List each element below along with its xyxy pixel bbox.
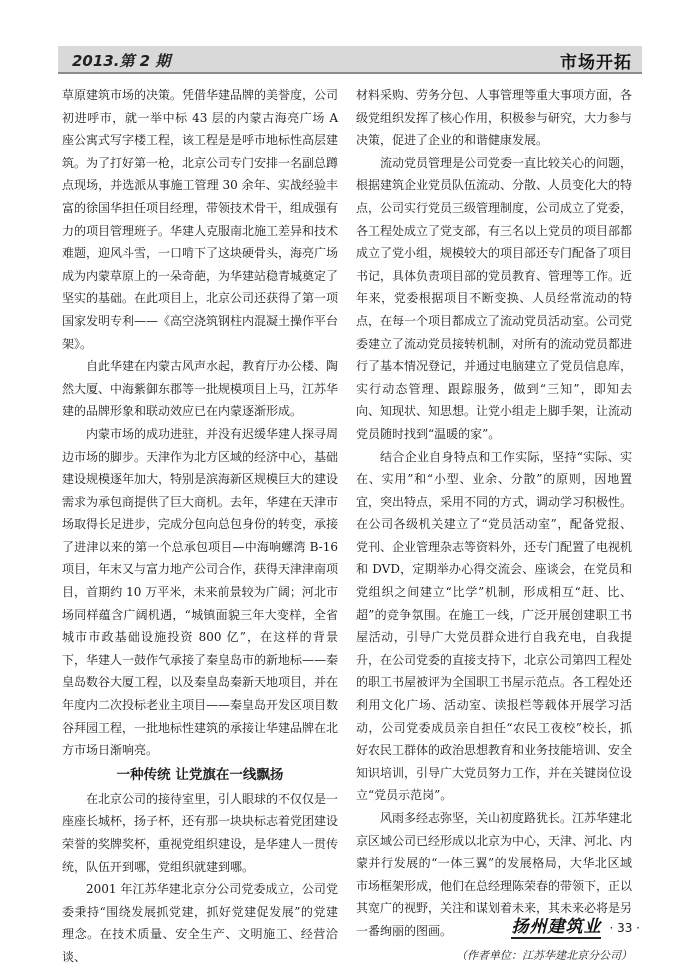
paragraph: 在北京公司的接待室里，引人眼球的不仅仅是一座座长城杯，扬子杯，还有那一块块标志着党团建设荣誉的奖牌奖杯，重视党组织建设，是华建人一贯传统，队伍开到哪，党组织就建到哪。: [62, 791, 339, 874]
paragraph: 草原建筑市场的决策。凭借华建品牌的美誉度，公司初进呼市，就一举中标 43 层的内蒙古海亮广场 A 座公寓式写字楼工程，该工程是是呼市地标性高层建筑。为了打好第一枪，北京公司专门安排一名副总蹲点现场，并选派从事施工管理 30 余年、实战经验丰富的徐国华担任项目经理，带领技术骨干，组成强有力的项目管理班子。华建人克服南北施工差异和技术难题，迎风斗雪，一口啃下了这块硬骨头，海亮广场成为内蒙草原上的一朵奇葩，为华建站稳青城奠定了坚实的基础。在此项目上，北京公司还获得了第一项国家发明专利——《高空浇筑钢柱内混凝土操作平台架》。: [62, 88, 339, 351]
issue-label: 2013.第 2 期: [72, 52, 171, 70]
page-header: [58, 46, 642, 74]
paragraph: 结合企业自身特点和工作实际，坚持“实际、实在、实用”和“小型、业余、分散”的原则，因地置宜，突出特点，采用不同的方式，调动学习积极性。在公司各级机关建立了“党员活动室”，配备党报、党刊、企业管理杂志等资料外，还专门配置了电视机和 DVD，定期举办心得交流会、座谈会，在党员和党组织之间建立“比学”机制，形成相互“赶、比、超”的竞争氛围。在施工一线，广泛开展创建职工书屋活动，引导广大党员群众进行自我充电，自我提升，在公司党委的直接支持下，北京公司第四工程处的职工书屋被评为全国职工书屋示范点。各工程处还利用文化广场、活动室、读报栏等载体开展学习活动，公司党委成员亲自担任“农民工夜校”校长，抓好农民工群体的政治思想教育和业务技能培训、安全知识培训，引导广大党员努力工作，并在关键岗位设立“党员示范岗”。: [356, 449, 633, 803]
magazine-logo: 扬州建筑业: [511, 917, 602, 937]
right-column: [356, 84, 632, 965]
paragraph: 内蒙市场的成功进驻，并没有迟缓华建人探寻周边市场的脚步。天津作为北方区域的经济中心，基础建设规模逐年加大，特别是滨海新区规模巨大的建设需求为承包商提供了巨大商机。去年，华建在天津市场取得长足进步，完成分包向总包身份的转变，承接了进津以来的第一个总承包项目—中海响螺湾 B-16 项目，年末又与富力地产公司合作，获得天津津南项目，首期约 10 万平米，未来前景较为广阔；河北市场同样蕴含广阔机遇，“城镇面貌三年大变样，全省城市市政基础设施投资 800 亿”，在这样的背景下，华建人一鼓作气承接了秦皇岛市的新地标——秦皇岛数谷大厦工程，以及秦皇岛秦新天地项目，并在年度内二次投标老业主项目——秦皇岛开发区项目数谷拜园工程，一批地标性建筑的承接让华建品牌在北方市场日渐响亮。: [62, 426, 339, 758]
paragraph: 自此华建在内蒙古风声水起，教育厅办公楼、陶然大厦、中海紫御东郡等一批规模项目上马，江苏华建的品牌形象和联动效应已在内蒙逐渐形成。: [62, 359, 339, 419]
left-column: [62, 84, 338, 969]
author-affiliation: （作者单位：江苏华建北京分公司）: [456, 948, 632, 962]
page-footer: [511, 916, 640, 940]
paragraph: 材料采购、劳务分包、人事管理等重大事项方面，各级党组织发挥了核心作用，积极参与研究，大力参与决策，促进了企业的和谐健康发展。: [356, 88, 633, 148]
page-number: · 33 ·: [609, 921, 640, 935]
paragraph: 流动党员管理是公司党委一直比较关心的问题，根据建筑企业党员队伍流动、分散、人员变化大的特点，公司实行党员三级管理制度，公司成立了党委，各工程处成立了党支部，有三名以上党员的项目部都成立了党小组，规模较大的项目部还专门配备了项目书记，具体负责项目部的党员教育、管理等工作。近年来，党委根据项目不断变换、人员经常流动的特点，在每一个项目都成立了流动党员活动室。公司党委建立了流动党员接转机制，对所有的流动党员都进行了基本情况登记，并通过电脑建立了党员信息库，实行动态管理、跟踪服务，做到“三知”，即知去向、知现状、知思想。让党小组走上脚手架，让流动党员随时找到“温暖的家”。: [356, 155, 633, 441]
paragraph: 风雨多经志弥坚，关山初度路犹长。江苏华建北京区域公司已经形成以北京为中心，天津、河北、内蒙并行发展的“一体三翼”的发展格局，大华北区域市场框架形成，他们在总经理陈荣春的带领下，正以其宽广的视野，关注和谋划着未来，其未来必将是另一番绚丽的图画。: [356, 811, 633, 938]
section-title: 市场开拓: [560, 53, 632, 73]
paragraph: 2001 年江苏华建北京分公司党委成立，公司党委秉持“围绕发展抓党建，抓好党建促发展”的党建理念。在技术质量、安全生产、文明施工、经营洽谈、: [62, 882, 338, 964]
section-subheading: 一种传统 让党旗在一线飘扬: [116, 766, 284, 783]
